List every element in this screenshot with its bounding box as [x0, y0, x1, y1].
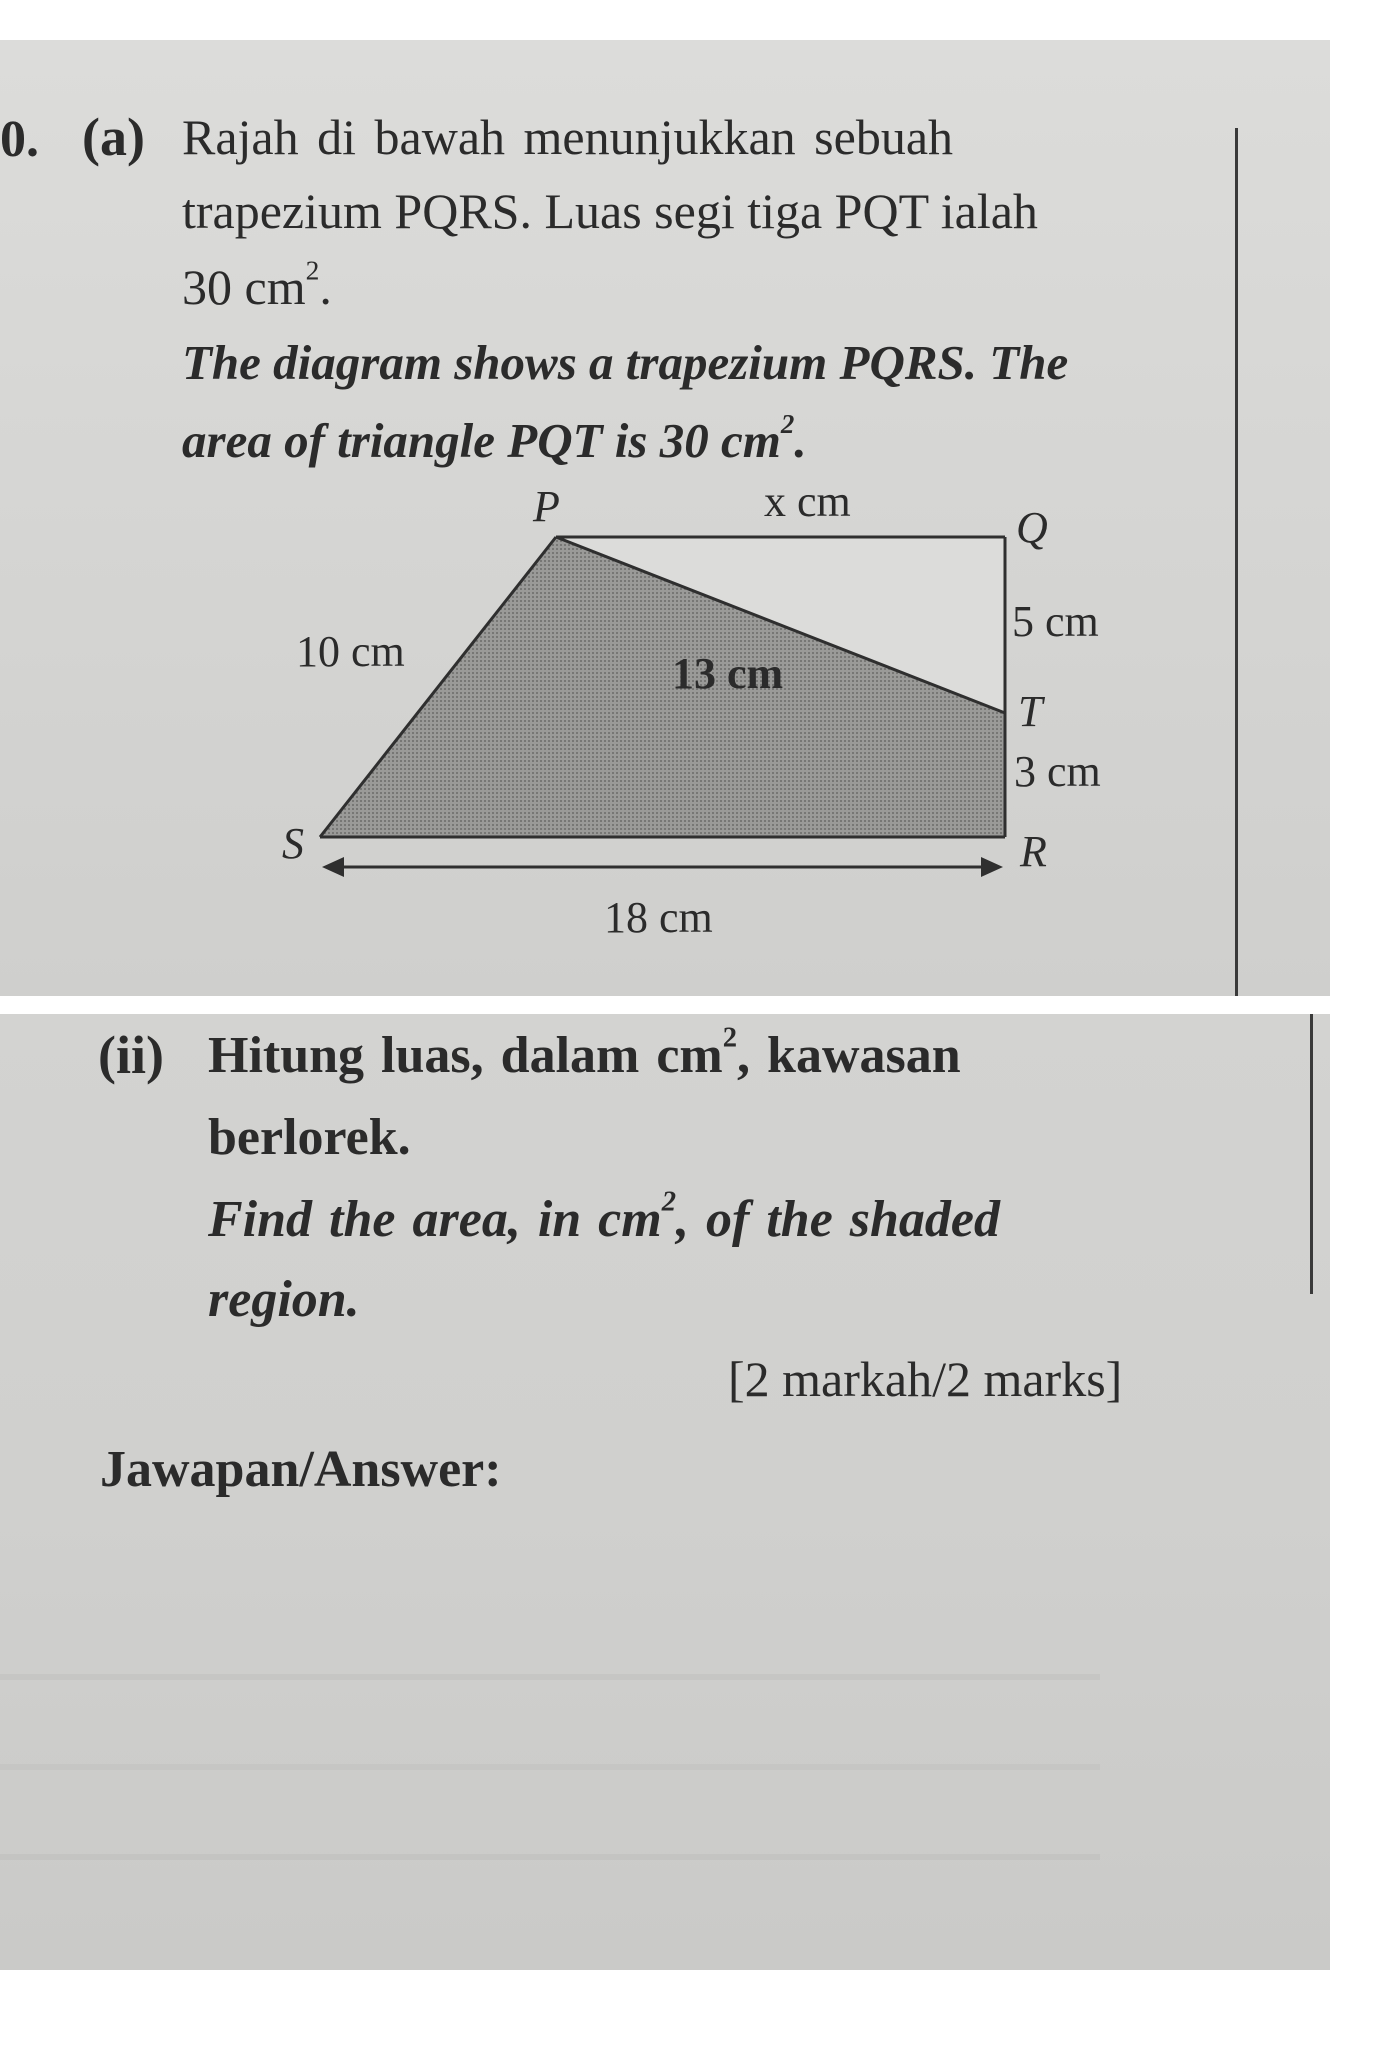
malay-line-1: Rajah di bawah menunjukkan sebuah: [182, 109, 954, 165]
english-line-2: area of triangle PQT is 30 $cm^2$.: [182, 408, 807, 468]
part-a-label: (a): [82, 107, 145, 167]
label-PT: 13 cm: [672, 649, 784, 698]
part-ii-english-line-1: Find the area, in $cm^2$, of the shaded: [208, 1186, 1001, 1248]
english-line-1: The diagram shows a trapezium PQRS. The: [182, 335, 1069, 390]
label-PQ: x cm: [764, 477, 851, 526]
label-QT: 5 cm: [1012, 597, 1099, 646]
vertex-label-T: T: [1018, 687, 1043, 736]
answer-label: Jawapan/Answer:: [100, 1441, 502, 1498]
question-ii-photo: [0, 1014, 1330, 1970]
vertex-label-S: S: [282, 819, 304, 868]
marks-label: [2 markah/2 marks]: [728, 1351, 1123, 1407]
question-number: 0.: [0, 111, 39, 168]
part-ii-malay-line-2: berlorek.: [208, 1109, 411, 1166]
arrowhead-right: [981, 857, 1003, 877]
answer-margin-line-lower: [1310, 1014, 1313, 1294]
part-ii-english-line-2: region.: [208, 1271, 360, 1328]
vertex-label-R: R: [1020, 827, 1047, 876]
question-a-photo: [0, 40, 1330, 996]
part-ii-label: (ii): [98, 1025, 164, 1085]
vertex-label-P: P: [533, 482, 560, 531]
malay-line-3: 30 $cm^2$.: [182, 254, 332, 315]
bleed-through-texture: [0, 1634, 1100, 1914]
label-PS: 10 cm: [296, 627, 405, 676]
vertex-label-Q: Q: [1016, 503, 1048, 552]
part-ii-malay-line-1: Hitung luas, dalam $cm^2$, kawasan: [208, 1022, 961, 1084]
malay-line-2: trapezium PQRS. Luas segi tiga PQT ialah: [182, 183, 1038, 239]
label-TR: 3 cm: [1014, 747, 1101, 796]
trapezium-diagram: [0, 40, 1330, 996]
label-SR: 18 cm: [604, 893, 713, 942]
arrowhead-left: [322, 857, 344, 877]
